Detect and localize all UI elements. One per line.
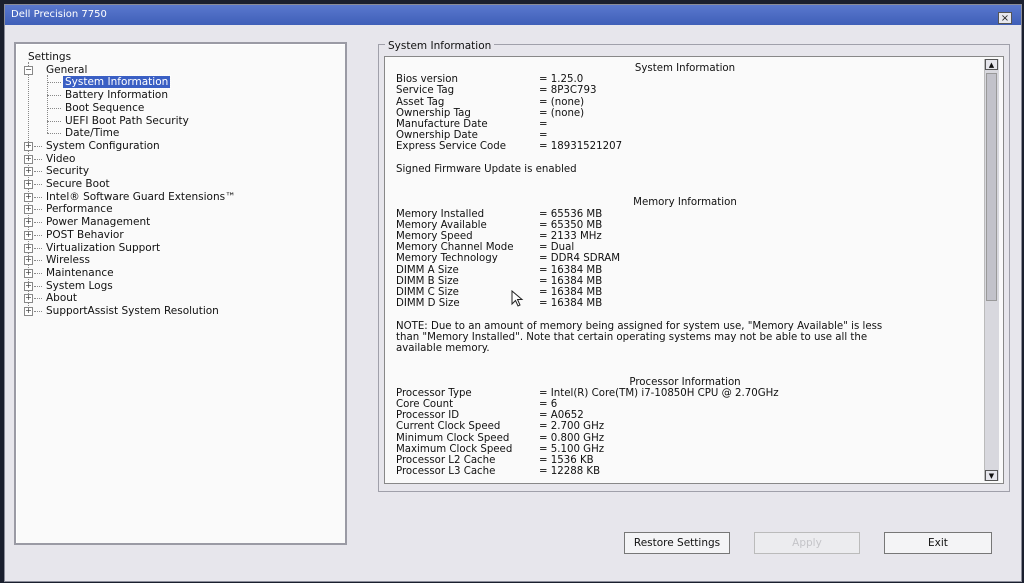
sidebar-item-security[interactable]: Security xyxy=(46,165,90,178)
info-key: Memory Technology xyxy=(396,253,498,265)
sidebar-item-about[interactable]: About xyxy=(46,292,78,305)
sidebar-item-maintenance[interactable]: Maintenance xyxy=(46,266,114,279)
expand-icon[interactable]: + xyxy=(25,191,32,201)
sidebar-item-system-logs[interactable]: System Logs xyxy=(46,279,113,292)
window-title: Dell Precision 7750 xyxy=(11,9,107,20)
info-key: Manufacture Date xyxy=(396,119,488,130)
tree-connector xyxy=(34,311,42,312)
expand-icon[interactable]: + xyxy=(25,306,32,315)
tree-connector xyxy=(34,146,42,147)
info-key: Minimum Clock Speed xyxy=(396,432,510,444)
expand-icon[interactable]: + xyxy=(25,280,32,290)
tree-connector xyxy=(34,184,42,185)
info-value: = 2.700 GHz xyxy=(539,421,605,433)
info-value: = 16384 MB xyxy=(539,275,603,287)
tree-connector xyxy=(34,273,42,274)
title-bar xyxy=(5,5,1021,25)
info-value: = 2133 MHz xyxy=(539,231,602,242)
info-key: Asset Tag xyxy=(396,96,445,108)
info-key: Memory Speed xyxy=(396,231,473,242)
info-key: DIMM D Size xyxy=(396,298,460,310)
expand-icon[interactable]: + xyxy=(25,293,32,303)
info-key: Maximum Clock Speed xyxy=(396,443,513,455)
tree-connector xyxy=(47,108,61,109)
expand-icon[interactable]: + xyxy=(25,255,32,265)
exit-button[interactable]: Exit xyxy=(884,532,992,554)
expand-icon[interactable]: + xyxy=(25,267,32,277)
info-key: Memory Installed xyxy=(396,208,485,220)
info-key: Memory Available xyxy=(396,219,487,231)
tree-connector xyxy=(47,82,61,83)
collapse-icon[interactable]: − xyxy=(25,64,32,74)
info-value: = 5.100 GHz xyxy=(539,443,605,455)
info-value: = (none) xyxy=(539,96,585,108)
info-value: = A0652 xyxy=(539,410,584,422)
expand-icon[interactable]: + xyxy=(25,153,32,163)
sidebar-item-system-configuration[interactable]: System Configuration xyxy=(46,139,160,152)
memory-note: NOTE: Due to an amount of memory being assigned for system use, "Memory Available" is less than "Memory Installed". Note that certain operating systems may not be able to use all the available memory. xyxy=(396,320,883,354)
sidebar-item-supportassist-system-resolution[interactable]: SupportAssist System Resolution xyxy=(46,305,219,317)
info-key: Ownership Tag xyxy=(396,107,471,119)
info-key: Memory Channel Mode xyxy=(396,242,514,254)
sidebar-item-intel-software-guard-extensions[interactable]: Intel® Software Guard Extensions™ xyxy=(46,190,236,203)
firmware-note: Signed Firmware Update is enabled xyxy=(396,163,577,175)
info-key: Processor L3 Cache xyxy=(396,466,496,478)
info-key: Processor Type xyxy=(396,387,472,399)
tree-connector xyxy=(34,235,42,236)
tree-connector xyxy=(47,121,61,122)
vertical-scrollbar[interactable] xyxy=(984,59,999,481)
tree-connector xyxy=(47,75,48,134)
info-value: = 16384 MB xyxy=(539,287,603,298)
system-information-panel xyxy=(384,56,1004,484)
info-key: DIMM A Size xyxy=(396,264,459,276)
info-key: Core Count xyxy=(396,399,454,410)
info-key: Bios version xyxy=(396,74,458,86)
scroll-thumb[interactable] xyxy=(986,73,997,301)
info-value: = 6 xyxy=(539,399,558,410)
sidebar-item-uefi-boot-path-security[interactable]: UEFI Boot Path Security xyxy=(65,114,189,127)
info-value: = xyxy=(539,119,548,130)
section-heading: System Information xyxy=(634,63,736,74)
info-value: = 1.25.0 xyxy=(539,74,584,86)
info-value: = 16384 MB xyxy=(539,298,603,310)
sidebar-item-general[interactable]: General xyxy=(46,63,88,76)
sidebar-item-video[interactable]: Video xyxy=(46,152,76,165)
settings-tree xyxy=(14,42,347,545)
info-value: = 0.800 GHz xyxy=(539,432,605,444)
close-button[interactable]: × xyxy=(998,12,1012,24)
tree-connector xyxy=(34,209,42,210)
scroll-up-arrow-icon[interactable]: ▲ xyxy=(985,59,998,70)
info-value: = Dual xyxy=(539,242,575,254)
tree-connector xyxy=(34,197,42,198)
sidebar-item-secure-boot[interactable]: Secure Boot xyxy=(46,178,110,190)
info-value: = 65350 MB xyxy=(539,219,603,231)
info-key: Service Tag xyxy=(396,85,455,97)
sidebar-item-boot-sequence[interactable]: Boot Sequence xyxy=(65,101,145,114)
tree-connector xyxy=(34,222,42,223)
info-value: = 8P3C793 xyxy=(539,85,597,97)
expand-icon[interactable]: + xyxy=(25,140,32,150)
tree-connector xyxy=(47,133,61,134)
tree-root-settings[interactable]: Settings xyxy=(28,51,72,63)
section-heading: Memory Information xyxy=(633,197,737,209)
info-value: = DDR4 SDRAM xyxy=(539,253,620,265)
scroll-down-arrow-icon[interactable]: ▼ xyxy=(985,470,998,481)
expand-icon[interactable]: + xyxy=(25,229,32,239)
sidebar-item-performance[interactable]: Performance xyxy=(46,203,113,216)
info-key: DIMM C Size xyxy=(396,287,459,298)
info-value: = 12288 KB xyxy=(539,466,601,478)
sidebar-item-system-information[interactable]: System Information xyxy=(65,76,169,89)
info-key: Processor ID xyxy=(396,410,460,422)
tree-connector xyxy=(34,171,42,172)
sidebar-item-power-management[interactable]: Power Management xyxy=(46,216,151,229)
info-value: = (none) xyxy=(539,107,585,119)
info-value: = 18931521207 xyxy=(539,141,623,153)
section-heading: Processor Information xyxy=(629,376,741,388)
expand-icon[interactable]: + xyxy=(25,242,32,252)
expand-icon[interactable]: + xyxy=(25,179,32,188)
tree-connector xyxy=(34,298,42,299)
restore-settings-button[interactable]: Restore Settings xyxy=(624,532,730,554)
expand-icon[interactable]: + xyxy=(25,204,32,214)
sidebar-item-wireless[interactable]: Wireless xyxy=(46,254,90,267)
sidebar-item-battery-information[interactable]: Battery Information xyxy=(65,89,168,102)
tree-connector xyxy=(34,260,42,261)
info-value: = 65536 MB xyxy=(539,208,603,220)
sidebar-item-post-behavior[interactable]: POST Behavior xyxy=(46,228,124,241)
info-value: = 16384 MB xyxy=(539,264,603,276)
info-key: Processor L2 Cache xyxy=(396,455,496,466)
mouse-pointer-icon xyxy=(511,290,525,308)
info-value: = xyxy=(539,130,548,142)
tree-connector xyxy=(34,159,42,160)
info-key: DIMM B Size xyxy=(396,275,459,287)
info-key: Ownership Date xyxy=(396,130,478,142)
expand-icon[interactable]: + xyxy=(25,217,32,227)
info-value: = Intel(R) Core(TM) i7-10850H CPU @ 2.70GHz xyxy=(539,387,779,399)
info-value: = 1536 KB xyxy=(539,455,594,466)
sidebar-item-date-time[interactable]: Date/Time xyxy=(65,127,120,140)
tree-connector xyxy=(47,95,61,96)
group-title: System Information xyxy=(385,40,494,52)
expand-icon[interactable]: + xyxy=(25,166,32,176)
tree-connector xyxy=(34,286,42,287)
apply-button[interactable]: Apply xyxy=(754,532,860,554)
info-content xyxy=(385,57,983,483)
info-key: Express Service Code xyxy=(396,141,506,153)
tree-connector xyxy=(34,248,42,249)
sidebar-item-virtualization-support[interactable]: Virtualization Support xyxy=(46,241,161,254)
info-key: Current Clock Speed xyxy=(396,421,501,433)
